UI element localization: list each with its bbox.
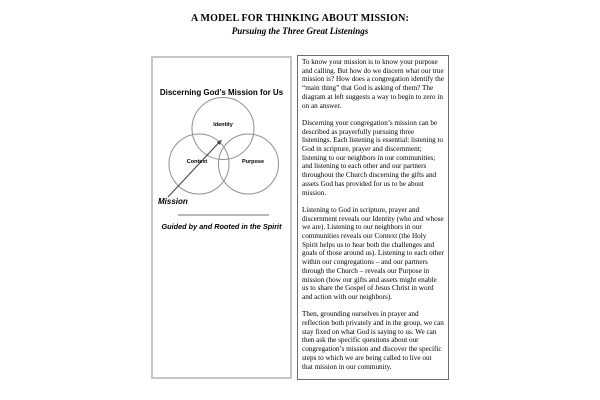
- document-title: A MODEL FOR THINKING ABOUT MISSION:: [190, 13, 410, 24]
- diagram-panel: [151, 56, 292, 379]
- mission-label: Mission: [158, 197, 188, 206]
- document-subtitle: Pursuing the Three Great Listenings: [231, 26, 369, 36]
- title-block: [0, 13, 600, 36]
- identity-circle: [192, 98, 254, 160]
- body-paragraph-4: Then, grounding ourselves in prayer and reflection both privately and in the group, we can stay fixed on what God is saying to us. We can then ask the specific questions about our congregation’s mission and discover the specific steps to which we are being called to live out that mission in our community.: [302, 310, 444, 371]
- text-panel: [297, 55, 449, 380]
- context-label: Context: [186, 159, 208, 165]
- identity-label: Identity: [213, 122, 233, 128]
- purpose-label: Purpose: [241, 159, 265, 165]
- body-paragraph-3: Listening to God in scripture, prayer and discernment reveals our Identity (who and whose we are). Listening to our neighbors in our communities reveals our Context (the Holy Spirit helps us to hear both the challenges and goals of those around us). Listening to each other within our congregations – and our partners through the Church – reveals our Purpose in mission (how our gifts and assets might enable us to share the Gospel of Jesus Christ in word and action with our neighbors).: [302, 205, 444, 301]
- body-paragraph-1: To know your mission is to know your purpose and calling. But how do we discern what our true mission is? How does a congregation identify the “main thing” that God is asking of them? The diagram at left suggests a way to begin to zero in on an answer.: [302, 58, 444, 110]
- diagram-heading: Discerning God’s Mission for Us: [159, 88, 284, 97]
- body-paragraph-2: Discerning your congregation’s mission can be described as prayerfully pursuing three listenings. Each listening is essential: listening to God in scripture, prayer and discernment; listening to our neighbors in our communities; and listening to each other and our partners throughout the Church discerning the gifts and assets God has provided for us to be about mission.: [302, 118, 444, 197]
- diagram-caption: Guided by and Rooted in the Spirit: [161, 222, 282, 231]
- venn-diagram: [153, 58, 290, 377]
- mission-arrow: [168, 143, 219, 198]
